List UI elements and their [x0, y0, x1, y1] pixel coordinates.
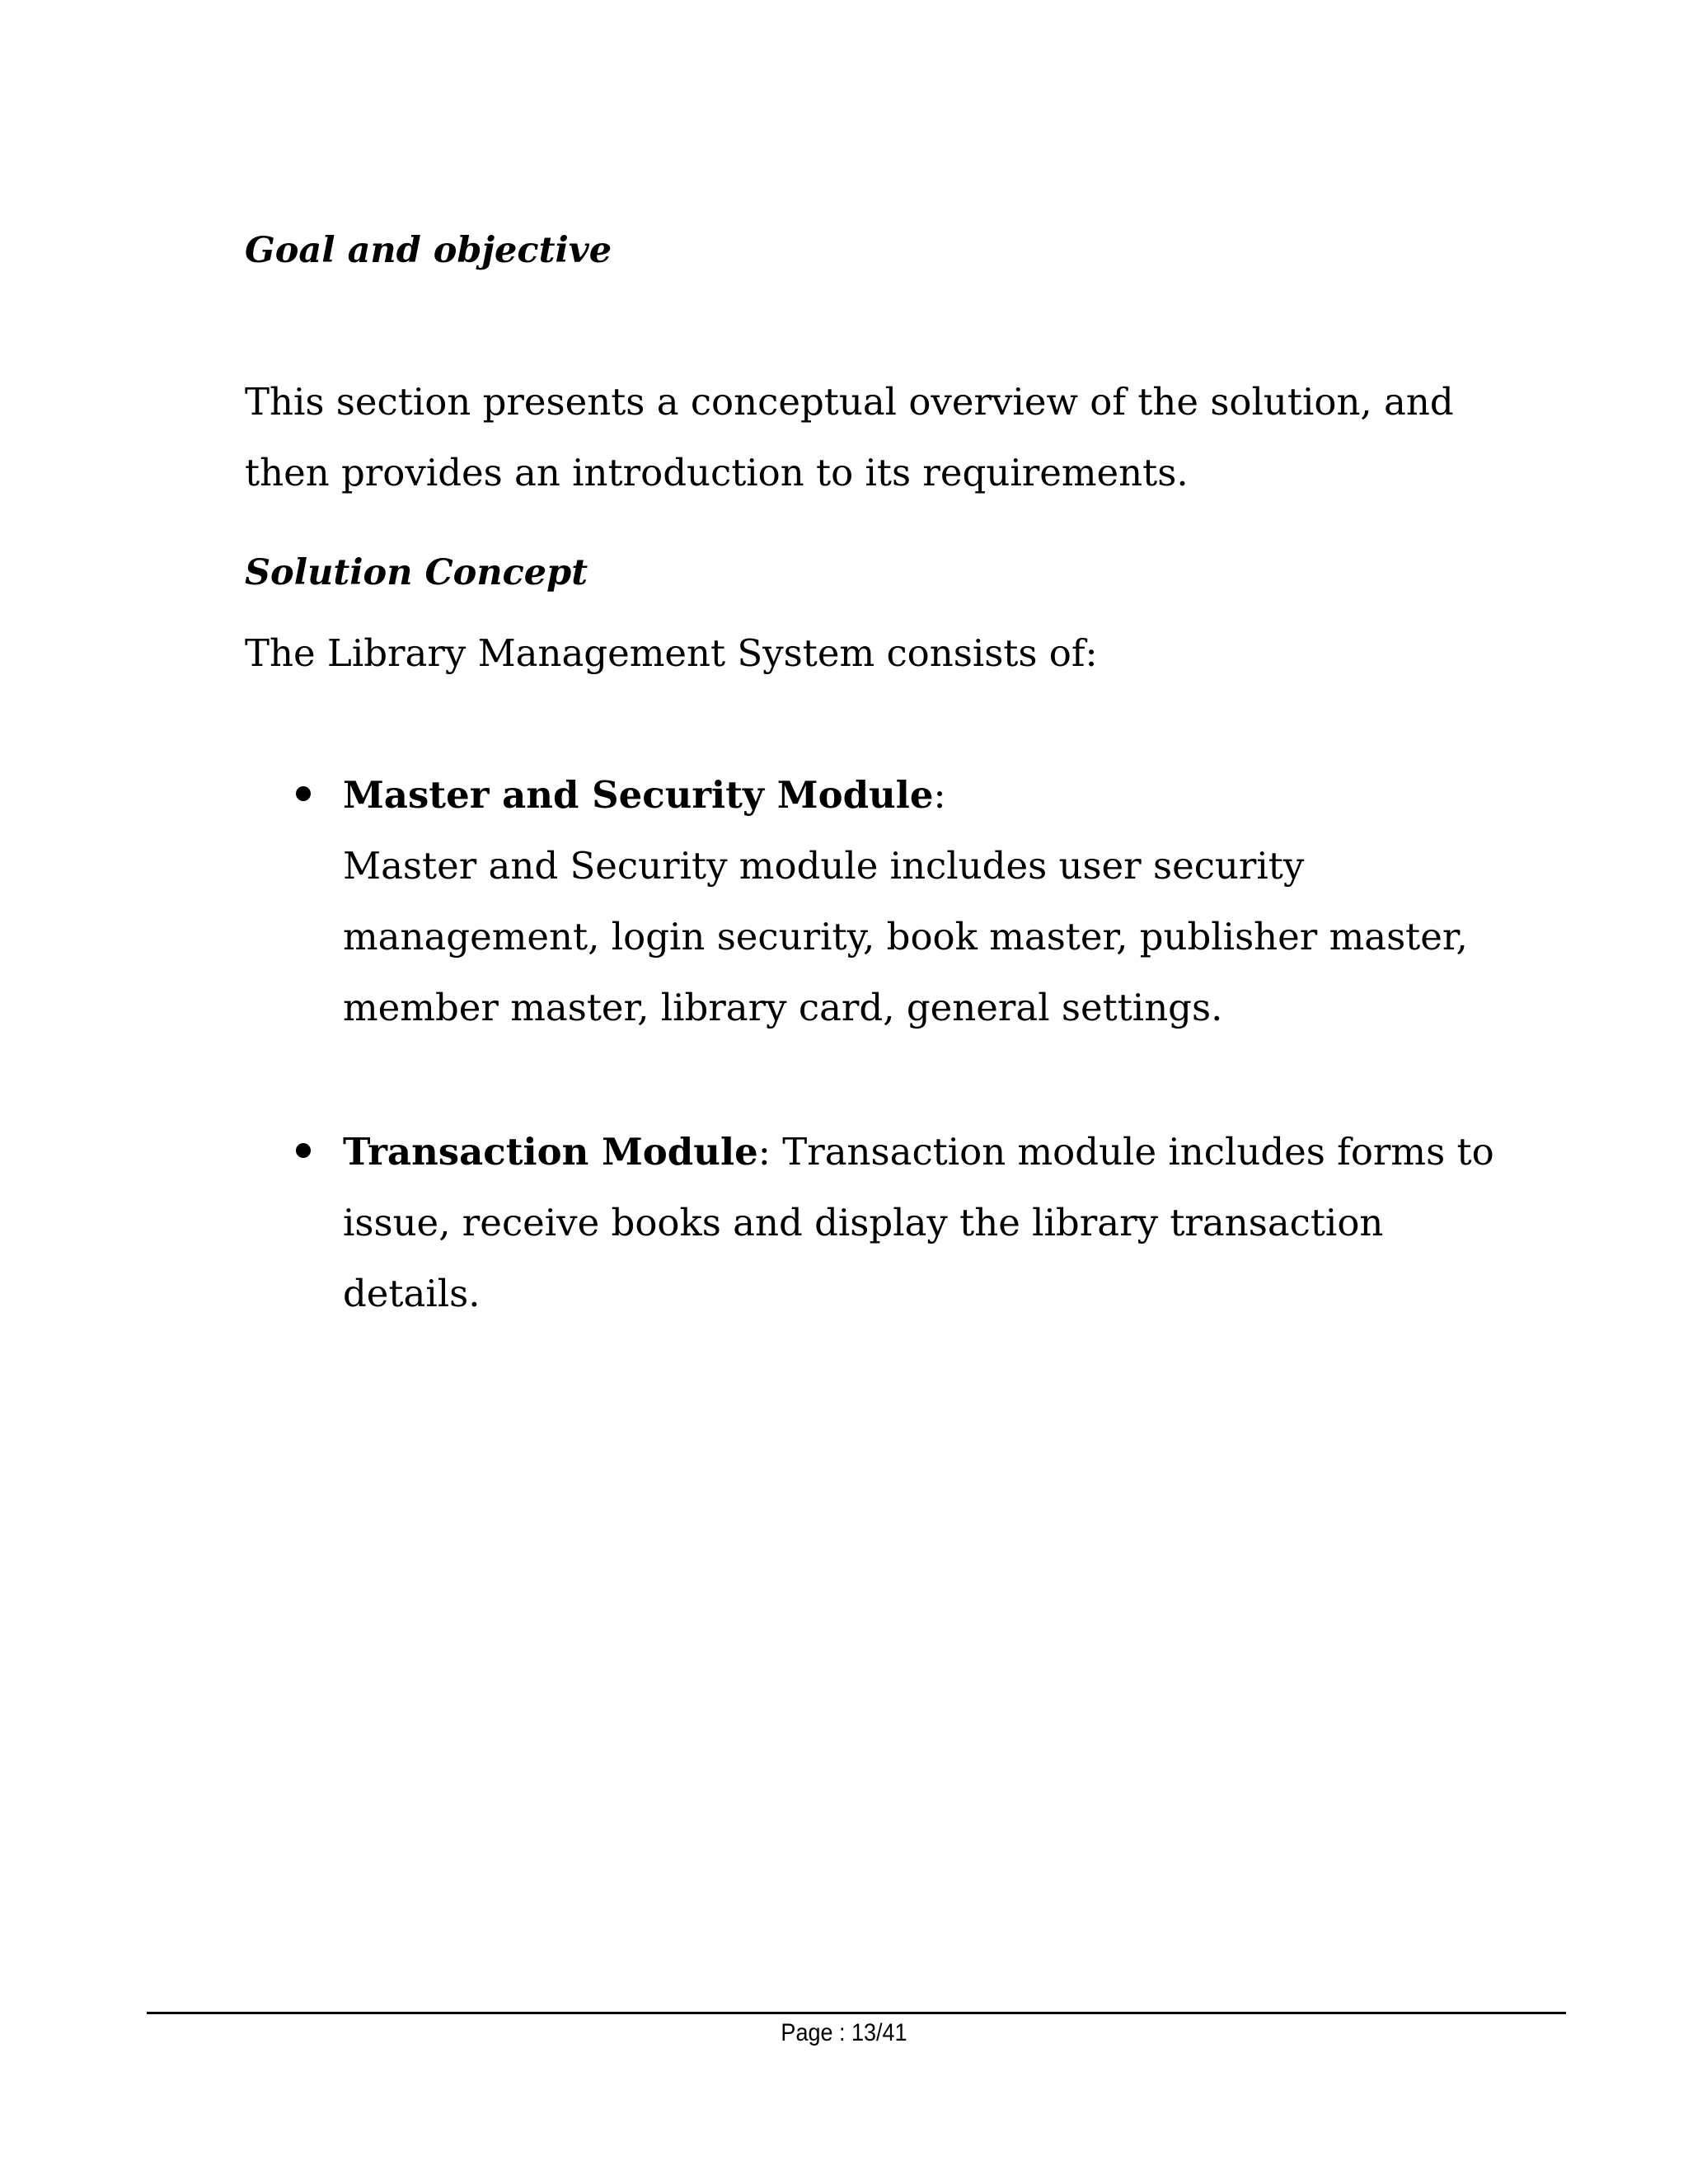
intro-paragraph: This section presents a conceptual overview of the solution, and then provides an introduction to its requirements.: [245, 380, 1454, 494]
bullet-icon: [296, 1143, 311, 1158]
consists-of-text: The Library Management System consists of:: [245, 631, 1098, 675]
module-description: Master and Security module includes user security management, login security, book master, publisher master, member master, library card, general settings.: [343, 844, 1468, 1029]
module-text: [343, 1117, 1497, 1329]
page-number: Page : 13/41: [781, 2019, 907, 2046]
module-separator: :: [757, 1130, 771, 1174]
module-separator: :: [933, 773, 946, 817]
module-description: Transaction module includes forms to issue, receive books and display the library transaction details.: [343, 1130, 1494, 1315]
module-title: Master and Security Module: [343, 773, 934, 817]
module-title: Transaction Module: [343, 1130, 758, 1174]
solution-concept-heading: Solution Concept: [245, 552, 588, 593]
goal-heading: Goal and objective: [245, 230, 612, 271]
module-text: [343, 760, 1497, 1043]
bullet-icon: [296, 786, 311, 801]
